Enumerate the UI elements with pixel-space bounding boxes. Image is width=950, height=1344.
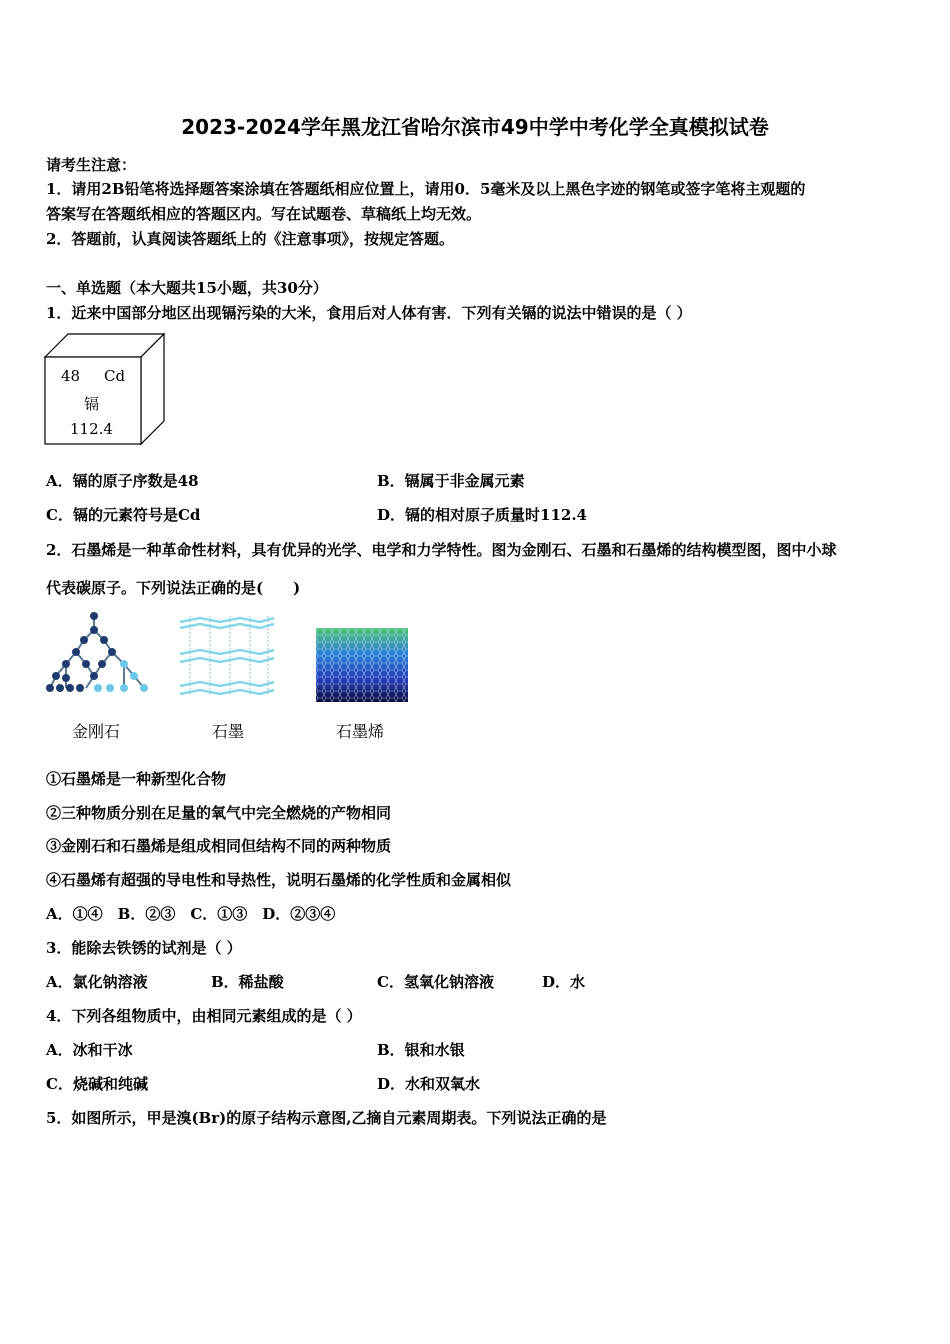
q1-option-c: C．镉的元素符号是Cd xyxy=(46,506,201,524)
page-title: 2023-2024学年黑龙江省哈尔滨市49中学中考化学全真模拟试卷 xyxy=(181,115,769,139)
element-mass: 112.4 xyxy=(70,420,113,438)
q2-statement-2: ②三种物质分别在足量的氧气中完全燃烧的产物相同 xyxy=(46,804,392,822)
q3-option-b: B．稀盐酸 xyxy=(211,973,284,991)
q4-option-d: D．水和双氧水 xyxy=(377,1075,481,1093)
q4-stem: 4．下列各组物质中，由相同元素组成的是（ ） xyxy=(46,1007,362,1025)
diamond-structure-image xyxy=(46,612,150,698)
notice-line-1b: 答案写在答题纸相应的答题区内。写在试题卷、草稿纸上均无效。 xyxy=(46,205,482,223)
caption-graphene: 石墨烯 xyxy=(336,722,385,741)
q2-stem-line-1: 2．石墨烯是一种革命性材料，具有优异的光学、电学和力学特性。图为金刚石、石墨和石墨烯的结构模型图，图中小球 xyxy=(46,541,837,559)
caption-diamond: 金刚石 xyxy=(72,722,121,741)
q2-statement-3: ③金刚石和石墨烯是组成相同但结构不同的两种物质 xyxy=(46,837,392,855)
q1-option-a: A．镉的原子序数是48 xyxy=(46,472,199,490)
element-symbol: Cd xyxy=(104,367,126,385)
notice-heading: 请考生注意： xyxy=(46,156,137,174)
graphene-structure-image xyxy=(316,628,408,702)
q4-option-c: C．烧碱和纯碱 xyxy=(46,1075,148,1093)
notice-line-2: 2．答题前，认真阅读答题纸上的《注意事项》，按规定答题。 xyxy=(46,230,454,248)
q3-stem: 3．能除去铁锈的试剂是（ ） xyxy=(46,939,242,957)
q1-option-b: B．镉属于非金属元素 xyxy=(377,472,525,490)
notice-line-1: 1．请用2B铅笔将选择题答案涂填在答题纸相应位置上，请用0．5毫米及以上黑色字迹的钢笔或签字笔将主观题的 xyxy=(46,180,806,198)
q2-statement-1: ①石墨烯是一种新型化合物 xyxy=(46,770,227,788)
q2-statement-4: ④石墨烯有超强的导电性和导热性，说明石墨烯的化学性质和金属相似 xyxy=(46,871,512,889)
q2-options: A．①④ B．②③ C．①③ D．②③④ xyxy=(46,905,336,923)
q3-option-d: D．水 xyxy=(542,973,586,991)
q3-option-a: A．氯化钠溶液 xyxy=(46,973,148,991)
q3-option-c: C．氢氧化钠溶液 xyxy=(377,973,494,991)
q1-stem: 1．近来中国部分地区出现镉污染的大米，食用后对人体有害．下列有关镉的说法中错误的是（ ） xyxy=(46,304,692,322)
q5-stem: 5．如图所示，甲是溴(Br)的原子结构示意图,乙摘自元素周期表。下列说法正确的是 xyxy=(46,1109,607,1127)
section-heading: 一、单选题（本大题共15小题，共30分） xyxy=(46,279,328,297)
caption-graphite: 石墨 xyxy=(212,722,245,741)
q4-option-b: B．银和水银 xyxy=(377,1041,465,1059)
q4-option-a: A．冰和干冰 xyxy=(46,1041,133,1059)
q2-stem-line-2: 代表碳原子。下列说法正确的是( ) xyxy=(46,579,301,597)
q1-option-d: D．镉的相对原子质量时112.4 xyxy=(377,506,587,524)
element-number: 48 xyxy=(61,367,81,385)
element-name: 镉 xyxy=(84,395,100,413)
graphite-structure-image xyxy=(178,612,278,700)
